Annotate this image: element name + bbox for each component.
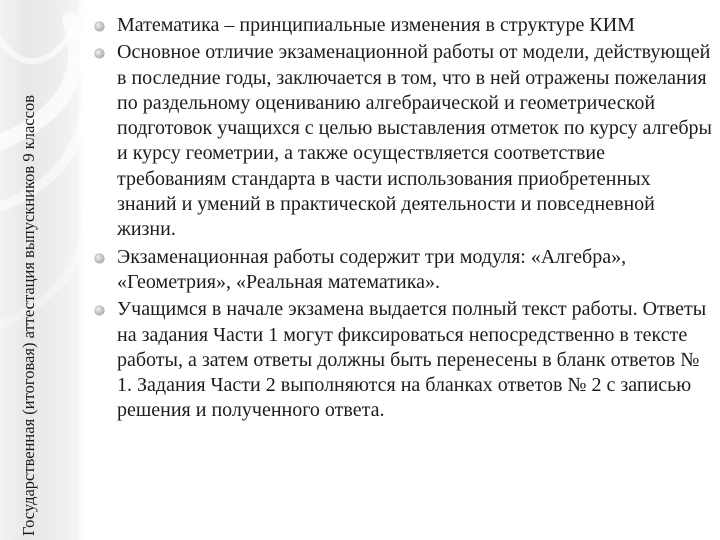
bullet-dot-icon [95, 49, 104, 58]
bullet-text: Основное отличие экзаменационной работы от модели, действующей в последние годы, заключается в том, что в ней отражены пожелания по раздельному оцениванию алгебраической и геометрической подготовок учащихся с целью выставления отметок по курсу алгебры и курсу геометрии, а также осуществляется соответствие требованиям стандарта в части использования приобретенных знаний и умений в практической деятельности и повседневной жизни. [117, 41, 712, 241]
bullet-text: Экзаменационная работы содержит три модуля: «Алгебра», «Геометрия», «Реальная математика». [117, 245, 627, 293]
bullet-item-exam-procedure [92, 297, 714, 423]
bullet-item-kim-changes [92, 13, 714, 38]
bullet-item-modules [92, 245, 714, 296]
bullet-list [92, 13, 714, 424]
bullet-text: Математика – принципиальные изменения в структуре КИМ [117, 14, 635, 36]
vertical-title: Государственная (итоговая) аттестация выпускников 9 классов [19, 95, 38, 536]
decorative-swirl [0, 0, 84, 540]
sidebar-panel [0, 0, 84, 540]
bullet-dot-icon [95, 254, 104, 263]
bullet-item-main-difference [92, 40, 714, 242]
slide-content [92, 13, 714, 426]
bullet-dot-icon [95, 22, 104, 31]
bullet-dot-icon [95, 306, 104, 315]
bullet-text: Учащимся в начале экзамена выдается полный текст работы. Ответы на задания Части 1 могут фиксироваться непосредственно в тексте работы, а затем ответы должны быть перенесены в бланк ответов № 1. Задания Части 2 выполняются на бланках ответов № 2 с записью решения и полученного ответа. [117, 298, 707, 422]
